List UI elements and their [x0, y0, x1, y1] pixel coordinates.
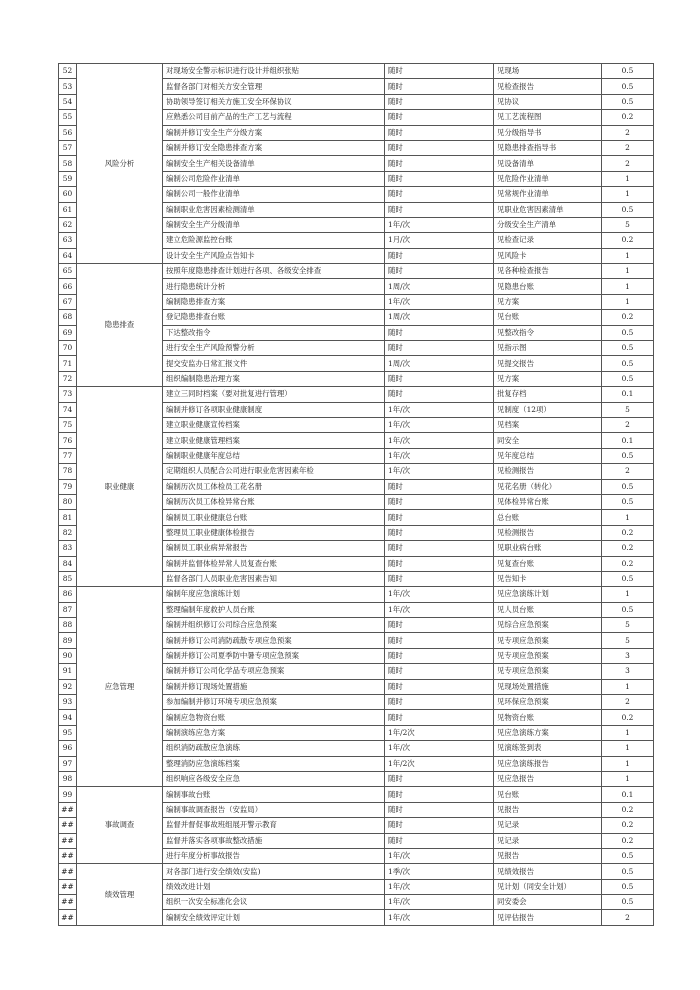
task-cell: 组织一次安全标准化会议 — [163, 895, 385, 910]
frequency-cell: 随时 — [385, 248, 494, 263]
output-cell: 见职业病台账 — [494, 541, 602, 556]
category-cell: 绩效管理 — [77, 864, 163, 926]
task-cell: 编制历次员工体检异常台账 — [163, 494, 385, 509]
frequency-cell: 随时 — [385, 494, 494, 509]
output-cell: 见应急演练方案 — [494, 725, 602, 740]
frequency-cell: 随时 — [385, 541, 494, 556]
weight-cell: 0.1 — [602, 433, 654, 448]
task-cell: 提交安监办日常汇报文件 — [163, 356, 385, 371]
row-number-cell: 56 — [59, 125, 77, 140]
output-cell: 见专项应急预案 — [494, 648, 602, 663]
category-cell: 职业健康 — [77, 387, 163, 587]
task-cell: 监督并督促事故班组展开警示教育 — [163, 818, 385, 833]
task-cell: 建立职业健康宣传档案 — [163, 417, 385, 432]
task-cell: 组织消防疏散应急演练 — [163, 741, 385, 756]
row-number-cell: 93 — [59, 695, 77, 710]
weight-cell: 0.5 — [602, 356, 654, 371]
weight-cell: 1 — [602, 248, 654, 263]
weight-cell: 2 — [602, 140, 654, 155]
output-cell: 见设备清单 — [494, 156, 602, 171]
task-cell: 编制并组织修订公司综合应急预案 — [163, 618, 385, 633]
weight-cell: 2 — [602, 156, 654, 171]
output-cell: 见计划（同安全计划） — [494, 879, 602, 894]
weight-cell: 1 — [602, 264, 654, 279]
row-number-cell: 63 — [59, 233, 77, 248]
row-number-cell: 61 — [59, 202, 77, 217]
weight-cell: 1 — [602, 741, 654, 756]
output-cell: 批复存档 — [494, 387, 602, 402]
table-row — [59, 264, 654, 279]
task-cell: 整理消防应急演练档案 — [163, 756, 385, 771]
category-cell: 应急管理 — [77, 587, 163, 787]
row-number-cell: 84 — [59, 556, 77, 571]
output-cell: 见现场 — [494, 64, 602, 79]
weight-cell: 3 — [602, 648, 654, 663]
frequency-cell: 随时 — [385, 556, 494, 571]
frequency-cell: 1周/次 — [385, 310, 494, 325]
frequency-cell: 随时 — [385, 679, 494, 694]
work-task-table — [58, 63, 654, 926]
output-cell: 见制度（12项） — [494, 402, 602, 417]
output-cell: 总台账 — [494, 510, 602, 525]
weight-cell: 5 — [602, 402, 654, 417]
row-number-cell: 72 — [59, 371, 77, 386]
weight-cell: 0.1 — [602, 387, 654, 402]
task-cell: 编制职业危害因素检测清单 — [163, 202, 385, 217]
frequency-cell: 1年/2次 — [385, 725, 494, 740]
row-number-cell: 86 — [59, 587, 77, 602]
output-cell: 见风险卡 — [494, 248, 602, 263]
task-cell: 建立三同时档案（要对批复进行管理） — [163, 387, 385, 402]
frequency-cell: 1年/次 — [385, 448, 494, 463]
output-cell: 见记录 — [494, 833, 602, 848]
frequency-cell: 随时 — [385, 633, 494, 648]
task-cell: 监督并落实各项事故整改措施 — [163, 833, 385, 848]
output-cell: 见隐患台账 — [494, 279, 602, 294]
output-cell: 见各种检查报告 — [494, 264, 602, 279]
frequency-cell: 随时 — [385, 125, 494, 140]
row-number-cell: 71 — [59, 356, 77, 371]
weight-cell: 3 — [602, 664, 654, 679]
weight-cell: 0.5 — [602, 341, 654, 356]
frequency-cell: 随时 — [385, 664, 494, 679]
task-cell: 建立危险源监控台账 — [163, 233, 385, 248]
row-number-cell: 80 — [59, 494, 77, 509]
row-number-cell: 57 — [59, 140, 77, 155]
frequency-cell: 随时 — [385, 510, 494, 525]
task-cell: 整理编制年度救护人员台账 — [163, 602, 385, 617]
frequency-cell: 随时 — [385, 525, 494, 540]
task-cell: 设计安全生产风险点告知卡 — [163, 248, 385, 263]
task-cell: 编制并修订公司夏季防中暑专项应急预案 — [163, 648, 385, 663]
output-cell: 见台账 — [494, 787, 602, 802]
weight-cell: 0.5 — [602, 479, 654, 494]
category-cell: 事故调查 — [77, 787, 163, 864]
task-cell: 组织编制隐患治理方案 — [163, 371, 385, 386]
frequency-cell: 随时 — [385, 79, 494, 94]
frequency-cell: 随时 — [385, 833, 494, 848]
weight-cell: 0.5 — [602, 94, 654, 109]
frequency-cell: 1年/次 — [385, 464, 494, 479]
output-cell: 见评估报告 — [494, 910, 602, 925]
row-number-cell: 82 — [59, 525, 77, 540]
frequency-cell: 随时 — [385, 110, 494, 125]
frequency-cell: 随时 — [385, 94, 494, 109]
weight-cell: 1 — [602, 679, 654, 694]
row-number-cell: 87 — [59, 602, 77, 617]
task-cell: 编制并修订安全隐患排查方案 — [163, 140, 385, 155]
task-cell: 编制安全生产相关设备清单 — [163, 156, 385, 171]
task-cell: 编制演练应急方案 — [163, 725, 385, 740]
frequency-cell: 1年/次 — [385, 402, 494, 417]
output-cell: 见花名册（转化） — [494, 479, 602, 494]
task-cell: 编制公司一般作业清单 — [163, 187, 385, 202]
frequency-cell: 1年/次 — [385, 879, 494, 894]
task-cell: 编制安全生产分级清单 — [163, 217, 385, 232]
output-cell: 见方案 — [494, 371, 602, 386]
task-cell: 编制职业健康年度总结 — [163, 448, 385, 463]
row-number-cell: 52 — [59, 64, 77, 79]
row-number-cell: 95 — [59, 725, 77, 740]
weight-cell: 0.5 — [602, 325, 654, 340]
row-number-cell: 53 — [59, 79, 77, 94]
weight-cell: 1 — [602, 756, 654, 771]
weight-cell: 0.2 — [602, 310, 654, 325]
table-row — [59, 387, 654, 402]
output-cell: 见报告 — [494, 848, 602, 863]
task-cell: 编制事故调查报告（安监局） — [163, 802, 385, 817]
frequency-cell: 随时 — [385, 710, 494, 725]
weight-cell: 2 — [602, 910, 654, 925]
weight-cell: 0.5 — [602, 864, 654, 879]
weight-cell: 1 — [602, 294, 654, 309]
task-cell: 组织响应各级安全应急 — [163, 771, 385, 786]
task-cell: 监督各部门人员职业危害因素告知 — [163, 571, 385, 586]
row-number-cell: 65 — [59, 264, 77, 279]
table-body — [59, 64, 654, 926]
weight-cell: 0.5 — [602, 79, 654, 94]
output-cell: 见现场处置措施 — [494, 679, 602, 694]
row-number-cell: 54 — [59, 94, 77, 109]
frequency-cell: 随时 — [385, 387, 494, 402]
frequency-cell: 1年/次 — [385, 895, 494, 910]
weight-cell: 1 — [602, 171, 654, 186]
task-cell: 登记隐患排查台账 — [163, 310, 385, 325]
weight-cell: 0.2 — [602, 110, 654, 125]
weight-cell: 0.5 — [602, 602, 654, 617]
weight-cell: 0.2 — [602, 233, 654, 248]
row-number-cell: 74 — [59, 402, 77, 417]
output-cell: 见整改指令 — [494, 325, 602, 340]
row-number-cell: 91 — [59, 664, 77, 679]
output-cell: 见方案 — [494, 294, 602, 309]
frequency-cell: 随时 — [385, 202, 494, 217]
row-number-cell: 78 — [59, 464, 77, 479]
row-number-cell: 70 — [59, 341, 77, 356]
row-number-cell: 83 — [59, 541, 77, 556]
task-cell: 按照年度隐患排查计划进行各项、各级安全排查 — [163, 264, 385, 279]
row-number-cell: 60 — [59, 187, 77, 202]
weight-cell: 2 — [602, 464, 654, 479]
weight-cell: 5 — [602, 618, 654, 633]
row-number-cell: 75 — [59, 417, 77, 432]
row-number-cell: 67 — [59, 294, 77, 309]
frequency-cell: 随时 — [385, 140, 494, 155]
weight-cell: 0.2 — [602, 556, 654, 571]
row-number-cell: 99 — [59, 787, 77, 802]
row-number-cell: ## — [59, 802, 77, 817]
weight-cell: 0.1 — [602, 787, 654, 802]
row-number-cell: 97 — [59, 756, 77, 771]
row-number-cell: ## — [59, 895, 77, 910]
task-cell: 定期组织人员配合公司进行职业危害因素年检 — [163, 464, 385, 479]
weight-cell: 2 — [602, 417, 654, 432]
task-cell: 协助领导签订相关方施工安全环保协议 — [163, 94, 385, 109]
row-number-cell: 77 — [59, 448, 77, 463]
task-cell: 编制安全绩效评定计划 — [163, 910, 385, 925]
row-number-cell: 62 — [59, 217, 77, 232]
output-cell: 见危险作业清单 — [494, 171, 602, 186]
task-cell: 对各部门进行安全绩效(安监) — [163, 864, 385, 879]
output-cell: 见应急报告 — [494, 771, 602, 786]
task-cell: 编制员工职业健康总台账 — [163, 510, 385, 525]
task-cell: 建立职业健康管理档案 — [163, 433, 385, 448]
weight-cell: 0.2 — [602, 802, 654, 817]
frequency-cell: 随时 — [385, 648, 494, 663]
output-cell: 见分级指导书 — [494, 125, 602, 140]
frequency-cell: 随时 — [385, 802, 494, 817]
frequency-cell: 随时 — [385, 325, 494, 340]
frequency-cell: 随时 — [385, 371, 494, 386]
output-cell: 见专项应急预案 — [494, 633, 602, 648]
weight-cell: 0.2 — [602, 525, 654, 540]
frequency-cell: 1月/次 — [385, 233, 494, 248]
frequency-cell: 1年/次 — [385, 294, 494, 309]
frequency-cell: 1年/次 — [385, 217, 494, 232]
frequency-cell: 随时 — [385, 479, 494, 494]
task-cell: 对现场安全警示标识进行设计并组织张贴 — [163, 64, 385, 79]
output-cell: 见绩效报告 — [494, 864, 602, 879]
weight-cell: 1 — [602, 279, 654, 294]
task-cell: 进行隐患统计分析 — [163, 279, 385, 294]
task-cell: 进行安全生产风险预警分析 — [163, 341, 385, 356]
row-number-cell: 69 — [59, 325, 77, 340]
weight-cell: 0.5 — [602, 571, 654, 586]
task-cell: 监督各部门对相关方安全管理 — [163, 79, 385, 94]
row-number-cell: 81 — [59, 510, 77, 525]
frequency-cell: 随时 — [385, 818, 494, 833]
task-cell: 编制事故台账 — [163, 787, 385, 802]
row-number-cell: 98 — [59, 771, 77, 786]
row-number-cell: 76 — [59, 433, 77, 448]
output-cell: 见工艺流程图 — [494, 110, 602, 125]
output-cell: 见演练签到表 — [494, 741, 602, 756]
weight-cell: 2 — [602, 695, 654, 710]
task-cell: 编制年度应急演练计划 — [163, 587, 385, 602]
row-number-cell: 55 — [59, 110, 77, 125]
frequency-cell: 随时 — [385, 171, 494, 186]
frequency-cell: 1年/次 — [385, 587, 494, 602]
row-number-cell: 89 — [59, 633, 77, 648]
task-cell: 编制隐患排查方案 — [163, 294, 385, 309]
output-cell: 见隐患排查指导书 — [494, 140, 602, 155]
row-number-cell: ## — [59, 910, 77, 925]
frequency-cell: 1周/次 — [385, 356, 494, 371]
output-cell: 见检测报告 — [494, 464, 602, 479]
weight-cell: 0.5 — [602, 848, 654, 863]
output-cell: 同安全 — [494, 433, 602, 448]
task-cell: 应熟悉公司目前产品的生产工艺与流程 — [163, 110, 385, 125]
weight-cell: 0.5 — [602, 494, 654, 509]
weight-cell: 0.5 — [602, 202, 654, 217]
weight-cell: 1 — [602, 187, 654, 202]
row-number-cell: 88 — [59, 618, 77, 633]
row-number-cell: ## — [59, 818, 77, 833]
output-cell: 见协议 — [494, 94, 602, 109]
category-cell: 隐患排查 — [77, 264, 163, 387]
weight-cell: 1 — [602, 771, 654, 786]
task-cell: 参加编制并修订环境专项应急预案 — [163, 695, 385, 710]
row-number-cell: 96 — [59, 741, 77, 756]
output-cell: 见复查台账 — [494, 556, 602, 571]
output-cell: 见综合应急预案 — [494, 618, 602, 633]
task-cell: 编制员工职业病异常报告 — [163, 541, 385, 556]
output-cell: 见专项应急预案 — [494, 664, 602, 679]
frequency-cell: 1年/次 — [385, 417, 494, 432]
output-cell: 见台账 — [494, 310, 602, 325]
task-cell: 绩效改进计划 — [163, 879, 385, 894]
row-number-cell: ## — [59, 848, 77, 863]
row-number-cell: 73 — [59, 387, 77, 402]
table-row — [59, 864, 654, 879]
output-cell: 见应急演练计划 — [494, 587, 602, 602]
task-cell: 编制并修订各项职业健康制度 — [163, 402, 385, 417]
table-row — [59, 587, 654, 602]
output-cell: 见记录 — [494, 818, 602, 833]
output-cell: 见职业危害因素清单 — [494, 202, 602, 217]
task-cell: 下达整改指令 — [163, 325, 385, 340]
weight-cell: 0.5 — [602, 895, 654, 910]
weight-cell: 0.5 — [602, 448, 654, 463]
frequency-cell: 1年/2次 — [385, 756, 494, 771]
row-number-cell: ## — [59, 833, 77, 848]
row-number-cell: 85 — [59, 571, 77, 586]
task-cell: 进行年度分析事故报告 — [163, 848, 385, 863]
output-cell: 见检测报告 — [494, 525, 602, 540]
weight-cell: 1 — [602, 587, 654, 602]
row-number-cell: 68 — [59, 310, 77, 325]
category-cell: 风险分析 — [77, 64, 163, 264]
output-cell: 见指示图 — [494, 341, 602, 356]
weight-cell: 2 — [602, 125, 654, 140]
output-cell: 见体检异常台账 — [494, 494, 602, 509]
output-cell: 见提交报告 — [494, 356, 602, 371]
task-cell: 编制并修订公司化学品专项应急预案 — [163, 664, 385, 679]
frequency-cell: 1年/次 — [385, 741, 494, 756]
frequency-cell: 随时 — [385, 695, 494, 710]
frequency-cell: 随时 — [385, 187, 494, 202]
frequency-cell: 1年/次 — [385, 433, 494, 448]
weight-cell: 0.2 — [602, 833, 654, 848]
weight-cell: 1 — [602, 725, 654, 740]
row-number-cell: 64 — [59, 248, 77, 263]
row-number-cell: 58 — [59, 156, 77, 171]
weight-cell: 0.2 — [602, 710, 654, 725]
task-cell: 编制并修订公司消防疏散专项应急预案 — [163, 633, 385, 648]
output-cell: 见物资台账 — [494, 710, 602, 725]
row-number-cell: 94 — [59, 710, 77, 725]
output-cell: 见人员台账 — [494, 602, 602, 617]
output-cell: 见应急演练报告 — [494, 756, 602, 771]
frequency-cell: 随时 — [385, 64, 494, 79]
output-cell: 见环保应急预案 — [494, 695, 602, 710]
task-cell: 编制公司危险作业清单 — [163, 171, 385, 186]
output-cell: 同安委会 — [494, 895, 602, 910]
frequency-cell: 1年/次 — [385, 910, 494, 925]
frequency-cell: 1周/次 — [385, 279, 494, 294]
row-number-cell: 66 — [59, 279, 77, 294]
row-number-cell: 79 — [59, 479, 77, 494]
frequency-cell: 随时 — [385, 571, 494, 586]
task-cell: 编制历次员工体检员工花名册 — [163, 479, 385, 494]
weight-cell: 1 — [602, 510, 654, 525]
frequency-cell: 随时 — [385, 787, 494, 802]
row-number-cell: 90 — [59, 648, 77, 663]
row-number-cell: ## — [59, 879, 77, 894]
task-cell: 编制并修订现场处置措施 — [163, 679, 385, 694]
task-cell: 编制并监督体检异常人员复查台账 — [163, 556, 385, 571]
frequency-cell: 1年/次 — [385, 602, 494, 617]
frequency-cell: 随时 — [385, 264, 494, 279]
frequency-cell: 1季/次 — [385, 864, 494, 879]
frequency-cell: 随时 — [385, 156, 494, 171]
table-row — [59, 64, 654, 79]
weight-cell: 0.5 — [602, 879, 654, 894]
weight-cell: 0.5 — [602, 371, 654, 386]
output-cell: 见告知卡 — [494, 571, 602, 586]
row-number-cell: 92 — [59, 679, 77, 694]
weight-cell: 0.2 — [602, 818, 654, 833]
frequency-cell: 随时 — [385, 771, 494, 786]
task-cell: 整理员工职业健康体检报告 — [163, 525, 385, 540]
work-task-table-container — [58, 63, 638, 926]
frequency-cell: 随时 — [385, 618, 494, 633]
frequency-cell: 随时 — [385, 341, 494, 356]
weight-cell: 0.5 — [602, 64, 654, 79]
output-cell: 见档案 — [494, 417, 602, 432]
output-cell: 分级安全生产清单 — [494, 217, 602, 232]
row-number-cell: ## — [59, 864, 77, 879]
output-cell: 见常规作业清单 — [494, 187, 602, 202]
frequency-cell: 1年/次 — [385, 848, 494, 863]
output-cell: 见报告 — [494, 802, 602, 817]
weight-cell: 0.2 — [602, 541, 654, 556]
output-cell: 见检查报告 — [494, 79, 602, 94]
output-cell: 见检查记录 — [494, 233, 602, 248]
table-row — [59, 787, 654, 802]
output-cell: 见年度总结 — [494, 448, 602, 463]
weight-cell: 5 — [602, 217, 654, 232]
task-cell: 编制并修订安全生产分级方案 — [163, 125, 385, 140]
row-number-cell: 59 — [59, 171, 77, 186]
task-cell: 编制应急物资台账 — [163, 710, 385, 725]
weight-cell: 5 — [602, 633, 654, 648]
